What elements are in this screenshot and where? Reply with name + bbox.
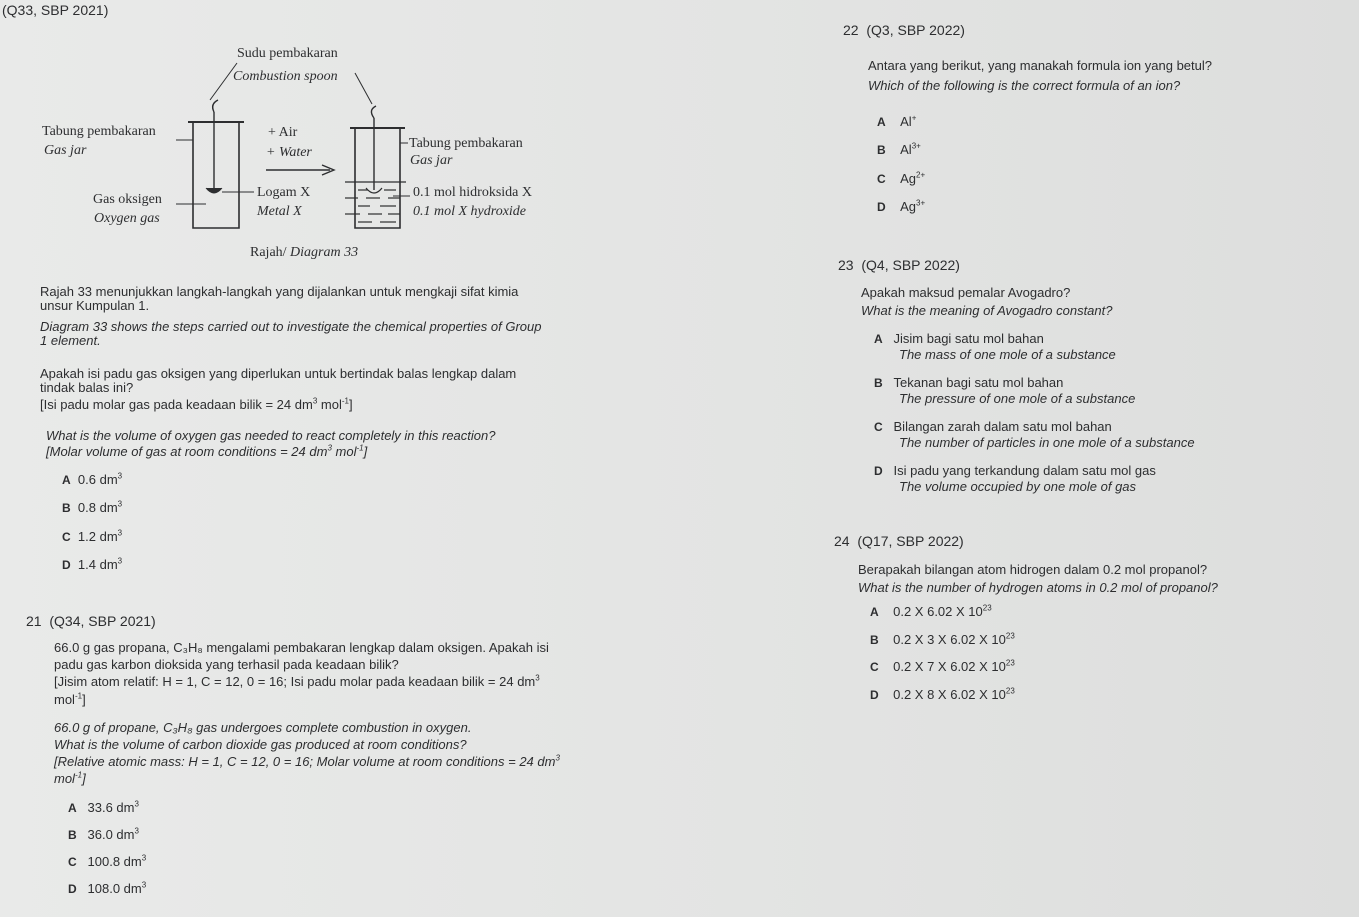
q23-option-a-en: The mass of one mole of a substance (899, 347, 1116, 362)
q-prev-question-bm-2: tindak balas ini? (40, 380, 134, 395)
q24-option-d[interactable]: D 0.2 X 8 X 6.02 X $10^{23}$ (870, 686, 1015, 702)
q21-header: 21 (Q34, SBP 2021) (26, 613, 156, 629)
q24-header: 24 (Q17, SBP 2022) (834, 533, 964, 549)
spoon-bowl-left (206, 188, 222, 193)
q24-option-c[interactable]: C 0.2 X 7 X 6.02 X $10^{23}$ (870, 658, 1015, 674)
q21-option-c[interactable]: C 100.8 $dm^3$ (68, 853, 147, 869)
label-reagent-2: + Water (266, 145, 312, 160)
label-jar-right-en: Gas jar (410, 153, 453, 168)
spoon-handle-right (371, 106, 376, 118)
q-prev-question-bm-1: Apakah isi padu gas oksigen yang diperlukan untuk bertindak balas lengkap dalam (40, 366, 517, 381)
q-prev-option-c[interactable]: C 1.2 $dm^3$ (62, 528, 123, 544)
leader-spoon-right (355, 73, 372, 104)
q22-bm: Antara yang berikut, yang manakah formula ion yang betul? (868, 58, 1212, 73)
q24-bm: Berapakah bilangan atom hidrogen dalam 0.2 mol propanol? (858, 562, 1208, 577)
q23-option-d[interactable]: D Isi padu yang terkandung dalam satu mol gas (874, 463, 1156, 478)
q23-option-a[interactable]: A Jisim bagi satu mol bahan (874, 331, 1044, 346)
q23-option-b[interactable]: B Tekanan bagi satu mol bahan (874, 375, 1064, 390)
q23-option-d-en: The volume occupied by one mole of gas (899, 479, 1137, 494)
q-prev-stem-en-1: Diagram 33 shows the steps carried out to investigate the chemical properties of Group (40, 319, 542, 334)
q23-en: What is the meaning of Avogadro constant? (861, 303, 1113, 318)
q-prev-note-bm: [Isi padu molar gas pada keadaan bilik = 24 $dm^3$ mol$^{-1}$] (40, 396, 353, 412)
q-prev-stem-bm-1: Rajah 33 menunjukkan langkah-langkah yang dijalankan untuk mengkaji sifat kimia (40, 284, 519, 299)
q22-header: 22 (Q3, SBP 2022) (843, 22, 965, 38)
q23-option-b-en: The pressure of one mole of a substance (899, 391, 1136, 406)
label-metal-bm: Logam X (257, 185, 311, 200)
q23-option-c[interactable]: C Bilangan zarah dalam satu mol bahan (874, 419, 1112, 434)
q-prev-option-d[interactable]: D 1.4 $dm^3$ (62, 556, 123, 572)
q-prev-option-a[interactable]: A 0.6 $dm^3$ (62, 471, 123, 487)
q21-en-4: mol$^{-1}$] (54, 770, 86, 786)
label-jar-left-bm: Tabung pembakaran (42, 124, 156, 139)
q21-bm-3: [Jisim atom relatif: H = 1, C = 12, 0 = 16; Isi padu molar pada keadaan bilik = 24 $dm^3$ (54, 673, 540, 689)
label-oxygen-en: Oxygen gas (94, 211, 160, 226)
label-jar-right-bm: Tabung pembakaran (409, 136, 523, 151)
q21-en-1: 66.0 g of propane, C₃H₈ gas undergoes complete combustion in oxygen. (54, 720, 472, 735)
label-hydroxide-bm: 0.1 mol hidroksida X (413, 185, 532, 200)
q22-option-d[interactable]: D $Ag^{3+}$ (877, 198, 926, 214)
q23-bm: Apakah maksud pemalar Avogadro? (861, 285, 1071, 300)
q-prev-header: (Q33, SBP 2021) (2, 2, 109, 18)
label-hydroxide-en: 0.1 mol X hydroxide (413, 204, 527, 219)
q22-en: Which of the following is the correct formula of an ion? (868, 78, 1181, 93)
q21-bm-4: mol$^{-1}$] (54, 691, 86, 707)
hydroxide-solution (345, 182, 406, 222)
q24-option-a[interactable]: A 0.2 X 6.02 X $10^{23}$ (870, 603, 992, 619)
q24-en: What is the number of hydrogen atoms in 0.2 mol of propanol? (858, 580, 1218, 595)
q24-option-b[interactable]: B 0.2 X 3 X 6.02 X $10^{23}$ (870, 631, 1015, 647)
q-prev-stem-en-2: 1 element. (40, 333, 101, 348)
q-prev-option-b[interactable]: B 0.8 $dm^3$ (62, 499, 123, 515)
label-jar-left-en: Gas jar (44, 143, 87, 158)
q22-option-b[interactable]: B $Al^{3+}$ (877, 141, 921, 157)
q21-en-3: [Relative atomic mass: H = 1, C = 12, 0 = 16; Molar volume at room conditions = 24 $dm^3$ (54, 753, 560, 769)
q-prev-question-en: What is the volume of oxygen gas needed to react completely in this reaction? (46, 428, 496, 443)
diagram-caption: Rajah/ Diagram 33 (250, 245, 359, 260)
q23-option-c-en: The number of particles in one mole of a substance (899, 435, 1195, 450)
q-prev-note-en: [Molar volume of gas at room conditions = 24 $dm^3$ mol$^{-1}$] (46, 443, 368, 459)
spoon-handle-left (213, 100, 218, 112)
q21-option-a[interactable]: A 33.6 $dm^3$ (68, 799, 139, 815)
q21-en-2: What is the volume of carbon dioxide gas produced at room conditions? (54, 737, 467, 752)
gas-jar-right-shape (355, 128, 400, 228)
q22-option-c[interactable]: C $Ag^{2+}$ (877, 170, 926, 186)
gas-jar-left-shape (193, 122, 239, 228)
label-oxygen-bm: Gas oksigen (93, 192, 162, 207)
q21-bm-2: padu gas karbon dioksida yang terhasil pada keadaan bilik? (54, 657, 399, 672)
q23-header: 23 (Q4, SBP 2022) (838, 257, 960, 273)
q21-option-b[interactable]: B 36.0 $dm^3$ (68, 826, 139, 842)
label-spoon-en: Combustion spoon (233, 69, 338, 84)
q21-bm-1: 66.0 g gas propana, C₃H₈ mengalami pembakaran lengkap dalam oksigen. Apakah isi (54, 640, 549, 655)
label-metal-en: Metal X (257, 204, 302, 219)
q22-option-a[interactable]: A Al+ (877, 113, 917, 129)
q21-option-d[interactable]: D 108.0 $dm^3$ (68, 880, 147, 896)
q-prev-stem-bm-2: unsur Kumpulan 1. (40, 298, 150, 313)
label-reagent-1: + Air (268, 125, 298, 140)
label-spoon-bm: Sudu pembakaran (237, 46, 338, 61)
